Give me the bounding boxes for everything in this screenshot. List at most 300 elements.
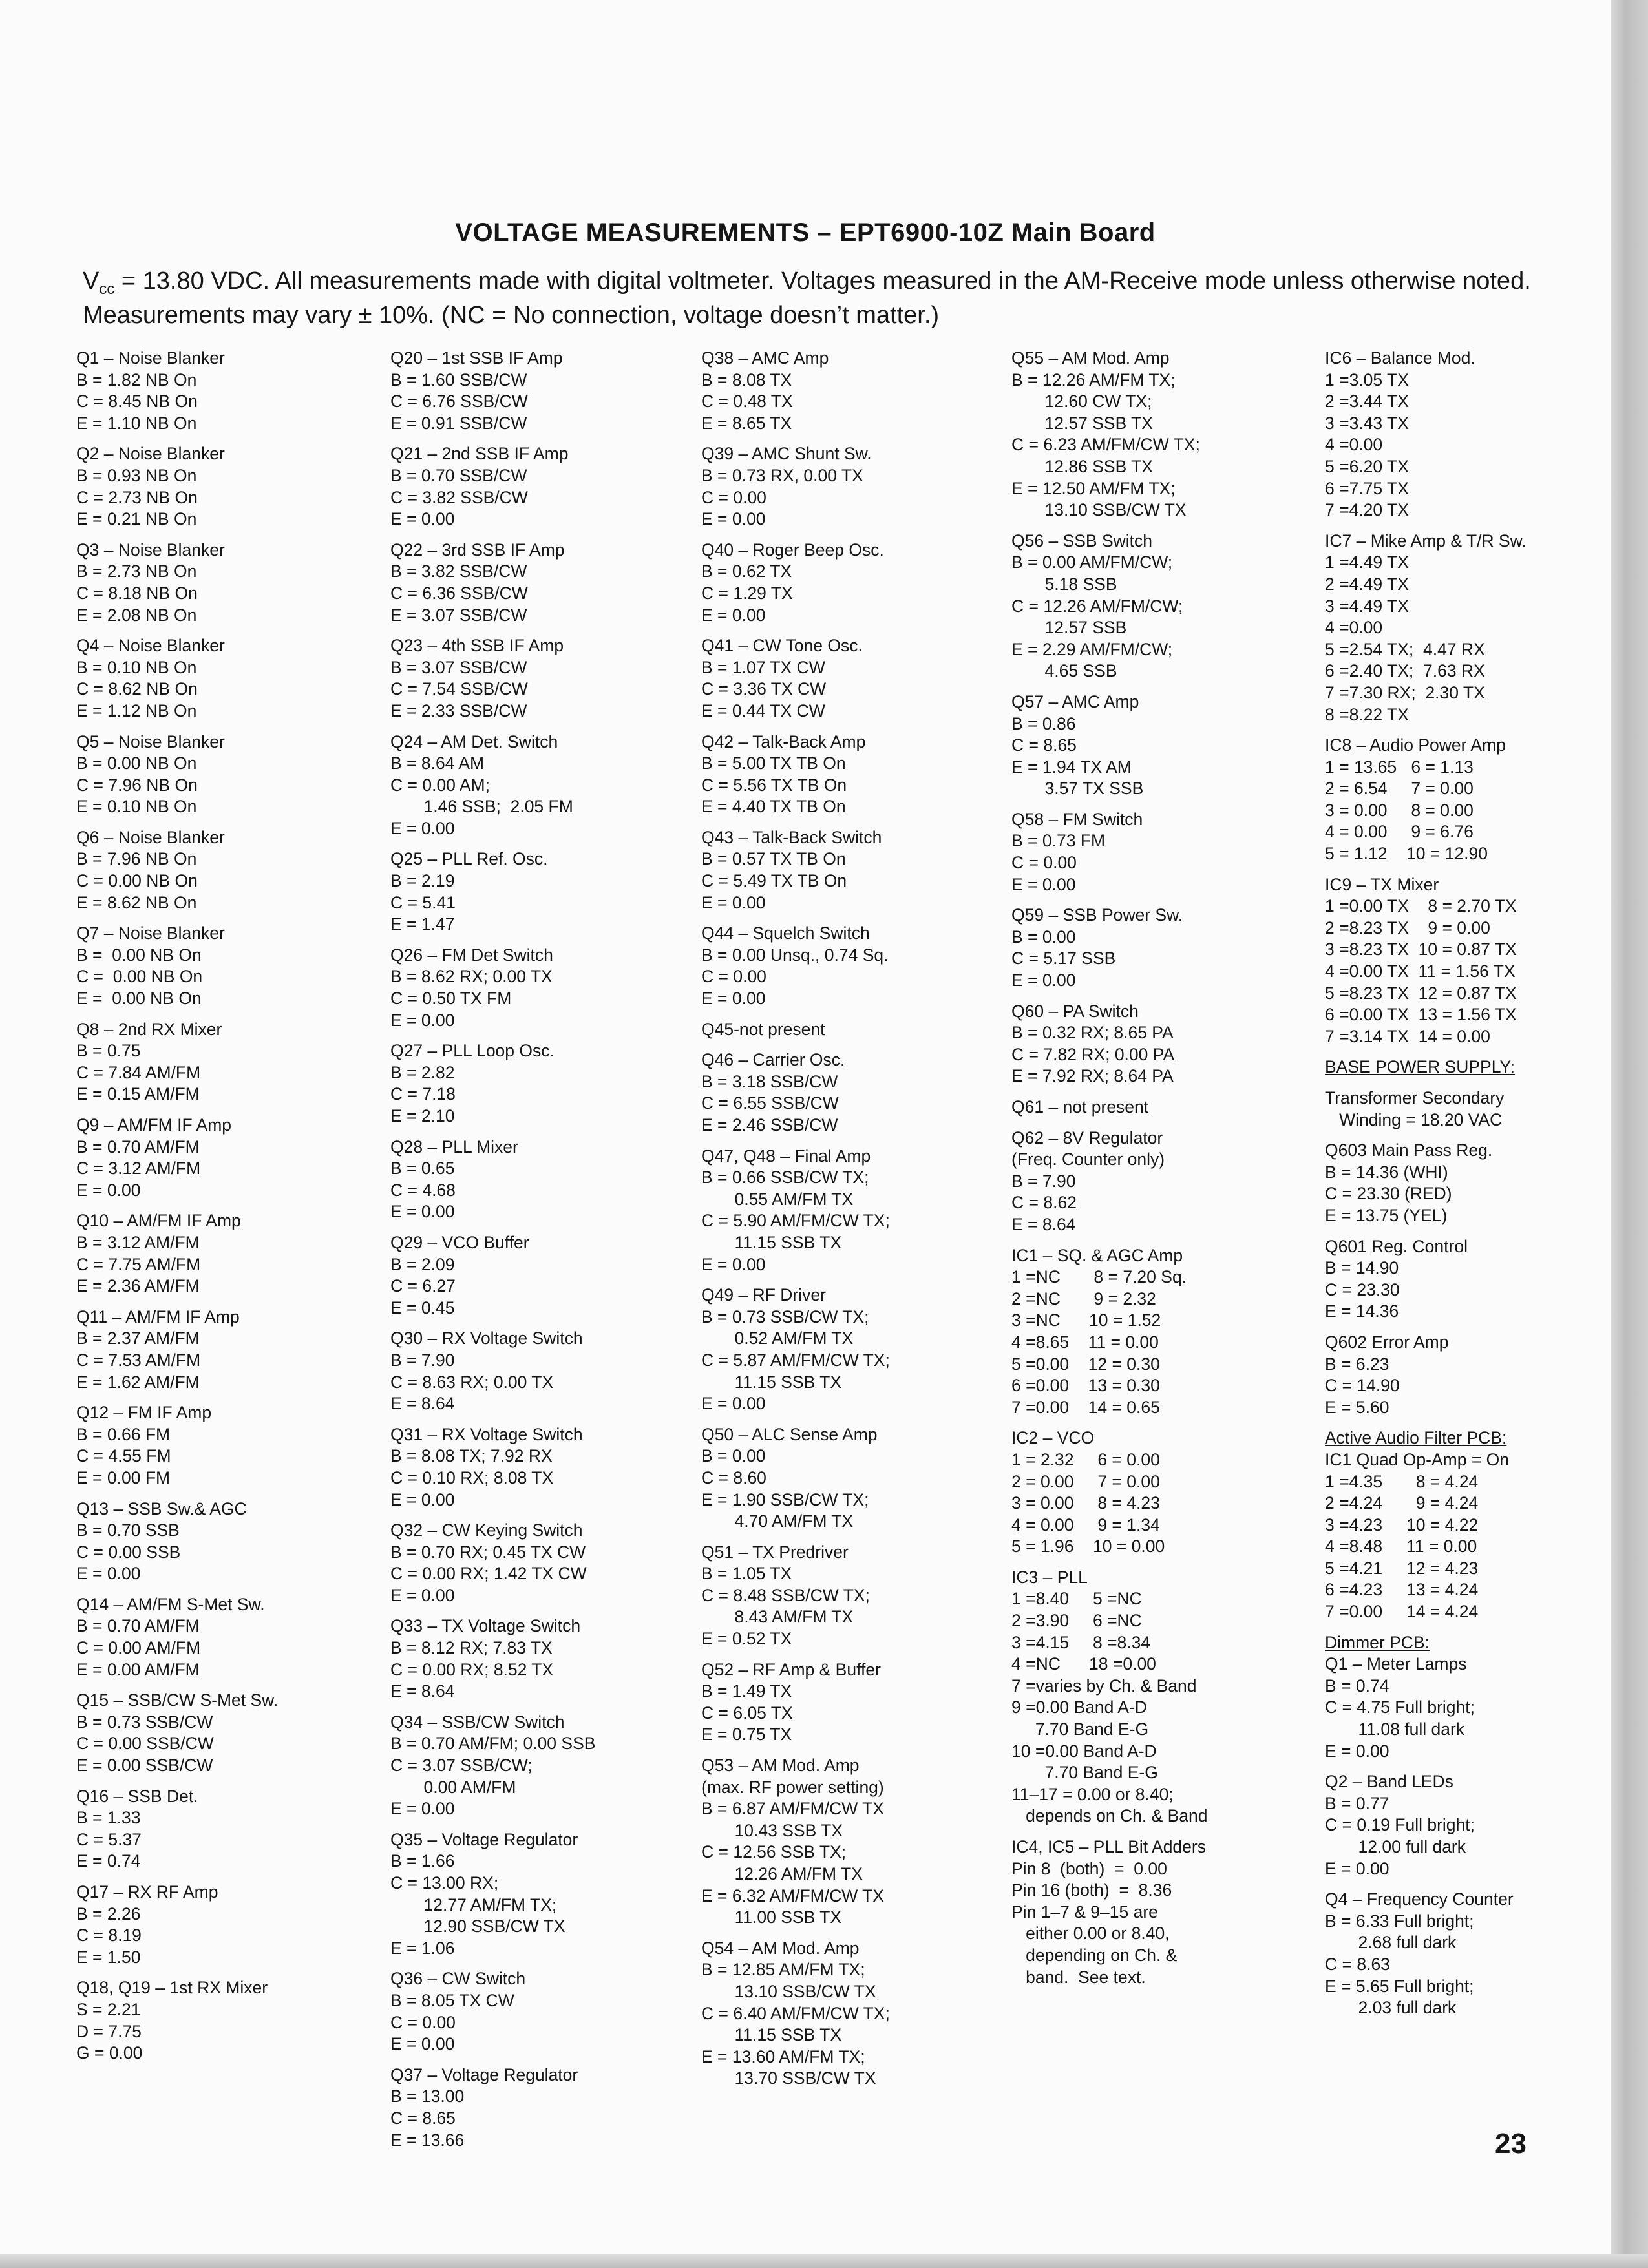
measurement-line: C = 0.19 Full bright; — [1325, 1815, 1475, 1835]
component-heading: Q27 – PLL Loop Osc. — [390, 1041, 555, 1061]
measurement-line: 1 =8.40 5 =NC — [1011, 1589, 1142, 1609]
component-block — [701, 540, 890, 635]
block-spacer — [1325, 1880, 1527, 1889]
measurement-line: E = 2.10 — [390, 1106, 455, 1126]
component-heading: Q22 – 3rd SSB IF Amp — [390, 540, 565, 560]
measurement-line: B = 0.70 AM/FM; 0.00 SSB — [390, 1734, 596, 1754]
measurement-line: 13.70 SSB/CW TX — [701, 2068, 876, 2088]
component-heading: Q7 – Noise Blanker — [76, 923, 225, 943]
measurement-line: C = 7.96 NB On — [76, 775, 198, 795]
component-block — [701, 1146, 890, 1285]
measurement-line: 5 =2.54 TX; 4.47 RX — [1325, 639, 1485, 659]
measurement-line: 7 =0.00 14 = 4.24 — [1325, 1602, 1479, 1622]
measurement-line: 1 =4.35 8 = 4.24 — [1325, 1471, 1479, 1491]
measurement-line: E = 5.60 — [1325, 1397, 1389, 1417]
block-spacer — [1011, 1418, 1208, 1427]
measurement-line: 1 = 13.65 6 = 1.13 — [1325, 757, 1474, 777]
measurement-line: E = 0.44 TX CW — [701, 700, 825, 720]
component-heading: Q39 – AMC Shunt Sw. — [701, 444, 872, 464]
measurement-line: (max. RF power setting) — [701, 1777, 884, 1797]
measurement-line: C = 0.50 TX FM — [390, 989, 512, 1009]
block-spacer — [1325, 726, 1527, 735]
measurement-line: 4 = 0.00 9 = 1.34 — [1011, 1515, 1160, 1535]
measurement-line: C = 8.65 — [1011, 735, 1077, 755]
component-block — [76, 1498, 278, 1594]
measurement-line: 4 =0.00 — [1325, 435, 1383, 455]
block-spacer — [76, 1393, 278, 1402]
block-spacer — [1325, 865, 1527, 874]
measurement-line: E = 0.00 — [390, 1799, 455, 1819]
page-title: VOLTAGE MEASUREMENTS – EPT6900-10Z Main Board — [455, 218, 1156, 247]
block-spacer — [390, 1959, 595, 1968]
measurement-line: 1.46 SSB; 2.05 FM — [390, 797, 573, 817]
measurement-line: E = 0.00 FM — [76, 1467, 171, 1487]
block-spacer — [1325, 1418, 1527, 1427]
measurement-line: 11.08 full dark — [1325, 1719, 1465, 1739]
block-spacer — [390, 1606, 595, 1615]
measurement-line: 10.43 SSB TX — [701, 1820, 843, 1840]
measurement-line: E = 0.00 — [701, 1254, 766, 1274]
component-heading: Q59 – SSB Power Sw. — [1011, 905, 1183, 925]
component-block — [701, 443, 890, 539]
measurement-line: 4.65 SSB — [1011, 661, 1117, 681]
block-spacer — [76, 1297, 278, 1307]
measurement-line: 1 =NC 8 = 7.20 Sq. — [1011, 1267, 1187, 1287]
measurement-line: 7 =0.00 14 = 0.65 — [1011, 1397, 1160, 1417]
measurement-line: B = 1.60 SSB/CW — [390, 370, 527, 390]
component-block — [1325, 1087, 1527, 1140]
measurement-line: E = 13.66 — [390, 2130, 465, 2150]
component-block — [701, 1049, 890, 1145]
component-heading: Q34 – SSB/CW Switch — [390, 1712, 565, 1732]
page-edge-shadow — [1611, 0, 1648, 2268]
measurement-line: E = 1.62 AM/FM — [76, 1372, 200, 1392]
measurement-line: C = 6.76 SSB/CW — [390, 392, 528, 412]
measurement-column-1 — [76, 348, 278, 2074]
measurement-line: C = 0.00 — [1011, 853, 1077, 873]
block-spacer — [701, 1415, 890, 1424]
component-heading: Q26 – FM Det Switch — [390, 945, 553, 965]
measurement-line: 3 = 0.00 8 = 4.23 — [1011, 1493, 1160, 1513]
measurement-line: E = 2.36 AM/FM — [76, 1276, 200, 1296]
measurement-line: C = 8.63 RX; 0.00 TX — [390, 1372, 554, 1392]
measurement-line: 4 =0.00 — [1325, 618, 1383, 638]
block-spacer — [76, 818, 278, 827]
component-heading: Q51 – TX Predriver — [701, 1542, 849, 1562]
measurement-line: E = 0.00 — [701, 892, 766, 912]
block-spacer — [390, 434, 595, 443]
component-heading: Q24 – AM Det. Switch — [390, 731, 558, 751]
measurement-line: C = 7.53 AM/FM — [76, 1350, 201, 1370]
block-spacer — [1325, 1623, 1527, 1632]
block-spacer — [390, 1031, 595, 1040]
component-block — [1011, 1001, 1208, 1097]
measurement-line: B = 0.00 AM/FM/CW; — [1011, 552, 1173, 572]
measurement-line: 12.00 full dark — [1325, 1837, 1466, 1856]
component-block — [390, 635, 595, 731]
component-heading: IC8 – Audio Power Amp — [1325, 735, 1506, 755]
block-spacer — [701, 1010, 890, 1019]
measurement-column-3 — [701, 348, 890, 2099]
component-block — [701, 923, 890, 1018]
block-spacer — [390, 1223, 595, 1232]
block-spacer — [1011, 896, 1208, 905]
block-spacer — [701, 626, 890, 635]
component-heading: Q61 – not present — [1011, 1097, 1149, 1117]
measurement-line: B = 0.73 SSB/CW — [76, 1712, 213, 1732]
measurement-line: 6 =0.00 TX 13 = 1.56 TX — [1325, 1005, 1517, 1025]
component-block — [1011, 905, 1208, 1000]
component-heading: Q45-not present — [701, 1019, 825, 1039]
component-heading: Q14 – AM/FM S-Met Sw. — [76, 1594, 265, 1614]
measurement-line: 5 =4.21 12 = 4.23 — [1325, 1558, 1479, 1578]
component-heading: Q31 – RX Voltage Switch — [390, 1424, 583, 1444]
component-heading: Q53 – AM Mod. Amp — [701, 1756, 860, 1776]
component-heading: Q35 – Voltage Regulator — [390, 1829, 578, 1849]
measurement-line: E = 1.12 NB On — [76, 700, 197, 720]
measurement-line: 12.60 CW TX; — [1011, 392, 1152, 412]
block-spacer — [76, 1201, 278, 1210]
measurement-line: 2 =3.44 TX — [1325, 392, 1409, 412]
component-heading: IC3 – PLL — [1011, 1567, 1088, 1587]
component-block — [701, 827, 890, 923]
page-bottom-edge — [0, 2254, 1648, 2268]
measurement-line: Pin 16 (both) = 8.36 — [1011, 1880, 1172, 1900]
component-block — [1011, 348, 1208, 530]
measurement-line: E = 0.00 — [1011, 874, 1076, 894]
measurement-line: C = 4.55 FM — [76, 1446, 171, 1466]
component-block — [701, 731, 890, 827]
measurement-line: 1 =0.00 TX 8 = 2.70 TX — [1325, 896, 1517, 916]
component-block — [390, 1712, 595, 1829]
measurement-line: B = 2.26 — [76, 1904, 141, 1924]
block-spacer — [76, 1777, 278, 1786]
component-block — [390, 1232, 595, 1328]
component-block — [390, 848, 595, 944]
measurement-line: C = 0.00 SSB/CW — [76, 1734, 214, 1754]
block-spacer — [76, 1010, 278, 1019]
component-block — [1011, 1567, 1208, 1836]
component-block — [1325, 1771, 1527, 1889]
measurement-line: depends on Ch. & Band — [1011, 1806, 1208, 1826]
measurement-line: E = 6.32 AM/FM/CW TX — [701, 1885, 884, 1906]
measurement-line: 3 =4.23 10 = 4.22 — [1325, 1515, 1479, 1535]
component-block — [701, 1424, 890, 1542]
component-block — [701, 1938, 890, 2099]
component-block — [1325, 348, 1527, 530]
measurement-line: 3 =4.15 8 =8.34 — [1011, 1632, 1151, 1652]
component-heading: Q10 – AM/FM IF Amp — [76, 1211, 241, 1231]
measurement-line: 5 = 1.12 10 = 12.90 — [1325, 844, 1488, 864]
measurement-line: C = 6.36 SSB/CW — [390, 583, 528, 603]
measurement-line: B = 0.77 — [1325, 1793, 1389, 1813]
block-spacer — [701, 1929, 890, 1938]
component-heading: Q18, Q19 – 1st RX Mixer — [76, 1978, 268, 1998]
block-spacer — [1011, 1988, 1208, 1997]
component-heading: Q50 – ALC Sense Amp — [701, 1424, 878, 1444]
measurement-line: B = 0.73 RX, 0.00 TX — [701, 465, 863, 485]
component-heading: Q44 – Squelch Switch — [701, 923, 870, 943]
measurement-line: E = 0.75 TX — [701, 1725, 792, 1745]
measurement-line: C = 6.55 SSB/CW — [701, 1093, 839, 1113]
measurement-line: B = 14.90 — [1325, 1258, 1399, 1278]
block-spacer — [1325, 2019, 1527, 2028]
measurement-line: C = 0.00 RX; 8.52 TX — [390, 1659, 554, 1679]
measurement-line: C = 6.05 TX — [701, 1703, 793, 1723]
block-spacer — [1011, 521, 1208, 530]
measurement-line: B = 3.18 SSB/CW — [701, 1071, 838, 1091]
measurement-line: 0.00 AM/FM — [390, 1777, 516, 1797]
measurement-line: C = 5.90 AM/FM/CW TX; — [701, 1211, 890, 1231]
block-spacer — [701, 1650, 890, 1659]
component-block — [1325, 1889, 1527, 2028]
measurement-column-5 — [1325, 348, 1527, 2028]
measurement-line: C = 0.10 RX; 8.08 TX — [390, 1467, 554, 1487]
measurement-line: E = 2.29 AM/FM/CW; — [1011, 639, 1173, 659]
measurement-line: E = 0.21 NB On — [76, 509, 197, 529]
block-spacer — [1325, 1323, 1527, 1332]
component-heading: Q601 Reg. Control — [1325, 1236, 1468, 1256]
block-spacer — [1325, 1227, 1527, 1236]
component-heading: Q37 – Voltage Regulator — [390, 2064, 578, 2084]
measurement-column-2 — [390, 348, 595, 2160]
measurement-line: C = 5.87 AM/FM/CW TX; — [701, 1350, 890, 1370]
component-block — [390, 1424, 595, 1520]
component-block — [390, 1968, 595, 2064]
measurement-line: B = 3.07 SSB/CW — [390, 657, 527, 677]
component-block — [390, 443, 595, 539]
measurement-line: B = 8.08 TX; 7.92 RX — [390, 1446, 553, 1466]
measurement-line: B = 6.87 AM/FM/CW TX — [701, 1799, 884, 1819]
measurement-line: D = 7.75 — [76, 2021, 142, 2041]
block-spacer — [701, 530, 890, 540]
measurement-line: B = 0.00 — [701, 1446, 766, 1466]
measurement-line: E = 0.00 — [390, 2034, 455, 2054]
component-heading: Q32 – CW Keying Switch — [390, 1520, 583, 1540]
measurement-line: Winding = 18.20 VAC — [1325, 1109, 1503, 1129]
measurement-line: E = 3.07 SSB/CW — [390, 605, 527, 625]
component-heading: IC7 – Mike Amp & T/R Sw. — [1325, 530, 1527, 551]
measurement-line: 6 =4.23 13 = 4.24 — [1325, 1580, 1479, 1600]
component-heading: Q2 – Noise Blanker — [76, 444, 225, 464]
measurement-line: C = 12.56 SSB TX; — [701, 1842, 847, 1862]
measurement-line: E = 0.00 — [1011, 971, 1076, 991]
measurement-line: Q1 – Meter Lamps — [1325, 1654, 1467, 1674]
component-heading: Q58 – FM Switch — [1011, 809, 1143, 829]
component-heading: Q60 – PA Switch — [1011, 1001, 1139, 1021]
component-block — [1325, 735, 1527, 874]
measurement-line: band. See text. — [1011, 1967, 1146, 1987]
measurement-line: E = 0.00 — [390, 509, 455, 529]
component-block — [76, 827, 278, 923]
measurement-line: E = 0.00 — [701, 605, 766, 625]
component-heading: Q602 Error Amp — [1325, 1332, 1449, 1352]
measurement-line: B = 1.82 NB On — [76, 370, 197, 390]
block-spacer — [76, 914, 278, 923]
block-spacer — [390, 1820, 595, 1829]
block-spacer — [1011, 1118, 1208, 1128]
component-block — [76, 443, 278, 539]
measurement-line: 2.68 full dark — [1325, 1933, 1457, 1953]
block-spacer — [390, 1319, 595, 1328]
measurement-column-4 — [1011, 348, 1208, 1997]
measurement-line: C = 6.40 AM/FM/CW TX; — [701, 2003, 890, 2023]
measurement-line: C = 5.41 — [390, 892, 456, 912]
measurement-line: E = 0.91 SSB/CW — [390, 413, 527, 433]
measurement-line: E = 0.00 — [701, 509, 766, 529]
measurement-line: E = 0.00 — [390, 1585, 455, 1605]
block-spacer — [701, 1533, 890, 1542]
measurement-line: E = 7.92 RX; 8.64 PA — [1011, 1066, 1174, 1086]
component-block — [701, 348, 890, 443]
component-heading: Q57 – AMC Amp — [1011, 691, 1139, 711]
component-heading: Q1 – Noise Blanker — [76, 348, 225, 368]
measurement-line: C = 1.29 TX — [701, 583, 793, 603]
component-heading: Q9 – AM/FM IF Amp — [76, 1115, 232, 1135]
block-spacer — [76, 722, 278, 731]
measurement-line: 7.70 Band E-G — [1011, 1763, 1158, 1783]
block-spacer — [76, 1585, 278, 1594]
component-block — [390, 1615, 595, 1711]
block-spacer — [1011, 1087, 1208, 1097]
component-block — [390, 348, 595, 443]
component-block — [1325, 1632, 1527, 1772]
measurement-line: C = 8.65 — [390, 2108, 456, 2128]
measurement-line: (Freq. Counter only) — [1011, 1150, 1165, 1170]
measurement-line: C = 7.54 SSB/CW — [390, 679, 528, 699]
measurement-line: B = 3.82 SSB/CW — [390, 562, 527, 582]
component-heading: Q54 – AM Mod. Amp — [701, 1938, 860, 1958]
block-spacer — [701, 434, 890, 443]
measurement-line: B = 1.66 — [390, 1851, 455, 1871]
component-heading: IC6 – Balance Mod. — [1325, 348, 1475, 368]
measurement-line: 11.15 SSB TX — [701, 1232, 842, 1252]
block-spacer — [390, 530, 595, 540]
measurement-line: 11.00 SSB TX — [701, 1907, 842, 1927]
component-block — [390, 1520, 595, 1615]
measurement-line: E = 0.00 AM/FM — [76, 1659, 200, 1679]
measurement-line: E = 0.00 — [390, 818, 455, 838]
measurement-line: E = 0.00 — [390, 1202, 455, 1222]
measurement-line: B = 7.96 NB On — [76, 849, 197, 869]
component-heading: BASE POWER SUPPLY: — [1325, 1057, 1516, 1077]
measurement-line: B = 3.12 AM/FM — [76, 1232, 200, 1252]
measurement-line: E = 0.00 — [76, 1564, 141, 1584]
block-spacer — [1011, 800, 1208, 809]
measurement-line: 2 =4.24 9 = 4.24 — [1325, 1493, 1479, 1513]
block-spacer — [76, 1968, 278, 1977]
measurement-line: E = 0.15 AM/FM — [76, 1084, 200, 1104]
measurement-line: C = 3.82 SSB/CW — [390, 487, 528, 507]
measurement-line: B = 2.09 — [390, 1254, 455, 1274]
measurement-line: B = 8.08 TX — [701, 370, 792, 390]
measurement-line: B = 0.70 AM/FM — [76, 1137, 200, 1157]
block-spacer — [1011, 1236, 1208, 1245]
component-block — [701, 1542, 890, 1659]
intro-paragraph — [83, 268, 1550, 328]
measurement-line: C = 8.62 NB On — [76, 679, 198, 699]
component-heading: Q25 – PLL Ref. Osc. — [390, 849, 548, 869]
measurement-line: 5 =8.23 TX 12 = 0.87 TX — [1325, 983, 1517, 1003]
measurement-line: B = 8.12 RX; 7.83 TX — [390, 1638, 553, 1658]
measurement-line: B = 8.64 AM — [390, 753, 485, 773]
component-block — [76, 348, 278, 443]
measurement-line: 2 =NC 9 = 2.32 — [1011, 1288, 1156, 1308]
component-heading: Q28 – PLL Mixer — [390, 1137, 518, 1157]
measurement-line: C = 3.12 AM/FM — [76, 1159, 201, 1179]
measurement-line: E = 0.00 — [76, 1180, 141, 1200]
component-block — [76, 1786, 278, 1882]
measurement-line: B = 5.00 TX TB On — [701, 753, 846, 773]
component-heading: Q55 – AM Mod. Amp — [1011, 348, 1170, 368]
component-block — [76, 731, 278, 827]
component-block — [1011, 1128, 1208, 1245]
measurement-line: B = 8.62 RX; 0.00 TX — [390, 967, 553, 987]
measurement-line: C = 6.23 AM/FM/CW TX; — [1011, 435, 1200, 455]
block-spacer — [390, 839, 595, 848]
block-spacer — [390, 2151, 595, 2160]
block-spacer — [390, 1415, 595, 1424]
measurement-line: E = 1.94 TX AM — [1011, 757, 1132, 777]
measurement-line: B = 2.19 — [390, 871, 455, 891]
measurement-line: S = 2.21 — [76, 1999, 141, 2019]
block-spacer — [701, 1040, 890, 1049]
component-heading: Q62 – 8V Regulator — [1011, 1128, 1163, 1148]
measurement-line: B = 0.70 AM/FM — [76, 1616, 200, 1636]
measurement-line: E = 2.46 SSB/CW — [701, 1115, 838, 1135]
component-block — [1011, 691, 1208, 809]
component-heading: Q46 – Carrier Osc. — [701, 1050, 845, 1070]
measurement-line: E = 2.08 NB On — [76, 605, 197, 625]
component-block — [76, 923, 278, 1018]
measurement-line: B = 2.73 NB On — [76, 562, 197, 582]
measurement-line: C = 8.62 — [1011, 1193, 1077, 1213]
measurement-line: C = 23.30 (RED) — [1325, 1184, 1452, 1204]
component-block — [701, 1019, 890, 1050]
block-spacer — [76, 1106, 278, 1115]
measurement-line: B = 0.62 TX — [701, 562, 792, 582]
measurement-line: C = 2.73 NB On — [76, 487, 198, 507]
block-spacer — [390, 1703, 595, 1712]
component-block — [390, 540, 595, 635]
component-block — [76, 1115, 278, 1210]
component-block — [390, 1829, 595, 1969]
component-block — [390, 1137, 595, 1232]
measurement-line: B = 0.32 RX; 8.65 PA — [1011, 1023, 1174, 1043]
component-block — [76, 1307, 278, 1402]
component-heading: Q56 – SSB Switch — [1011, 530, 1152, 551]
measurement-line: 3 =4.49 TX — [1325, 596, 1409, 616]
measurement-line: E = 1.47 — [390, 914, 455, 934]
measurement-line: 5 =0.00 12 = 0.30 — [1011, 1354, 1160, 1374]
block-spacer — [1325, 521, 1527, 530]
component-block — [1325, 1427, 1527, 1632]
block-spacer — [1325, 1131, 1527, 1140]
measurement-line: 1 =3.05 TX — [1325, 370, 1409, 390]
measurement-line: B = 0.65 — [390, 1159, 455, 1179]
block-spacer — [701, 1276, 890, 1285]
component-heading: Q23 – 4th SSB IF Amp — [390, 636, 564, 656]
measurement-line: C = 8.19 — [76, 1926, 142, 1946]
measurement-line: B = 0.86 — [1011, 713, 1076, 733]
block-spacer — [76, 626, 278, 635]
component-block — [76, 1690, 278, 1785]
measurement-line: E = 4.40 TX TB On — [701, 797, 846, 817]
measurement-line: 8.43 AM/FM TX — [701, 1607, 854, 1627]
measurement-line: B = 1.07 TX CW — [701, 657, 825, 677]
component-block — [76, 1210, 278, 1306]
measurement-line: 9 =0.00 Band A-D — [1011, 1697, 1147, 1717]
